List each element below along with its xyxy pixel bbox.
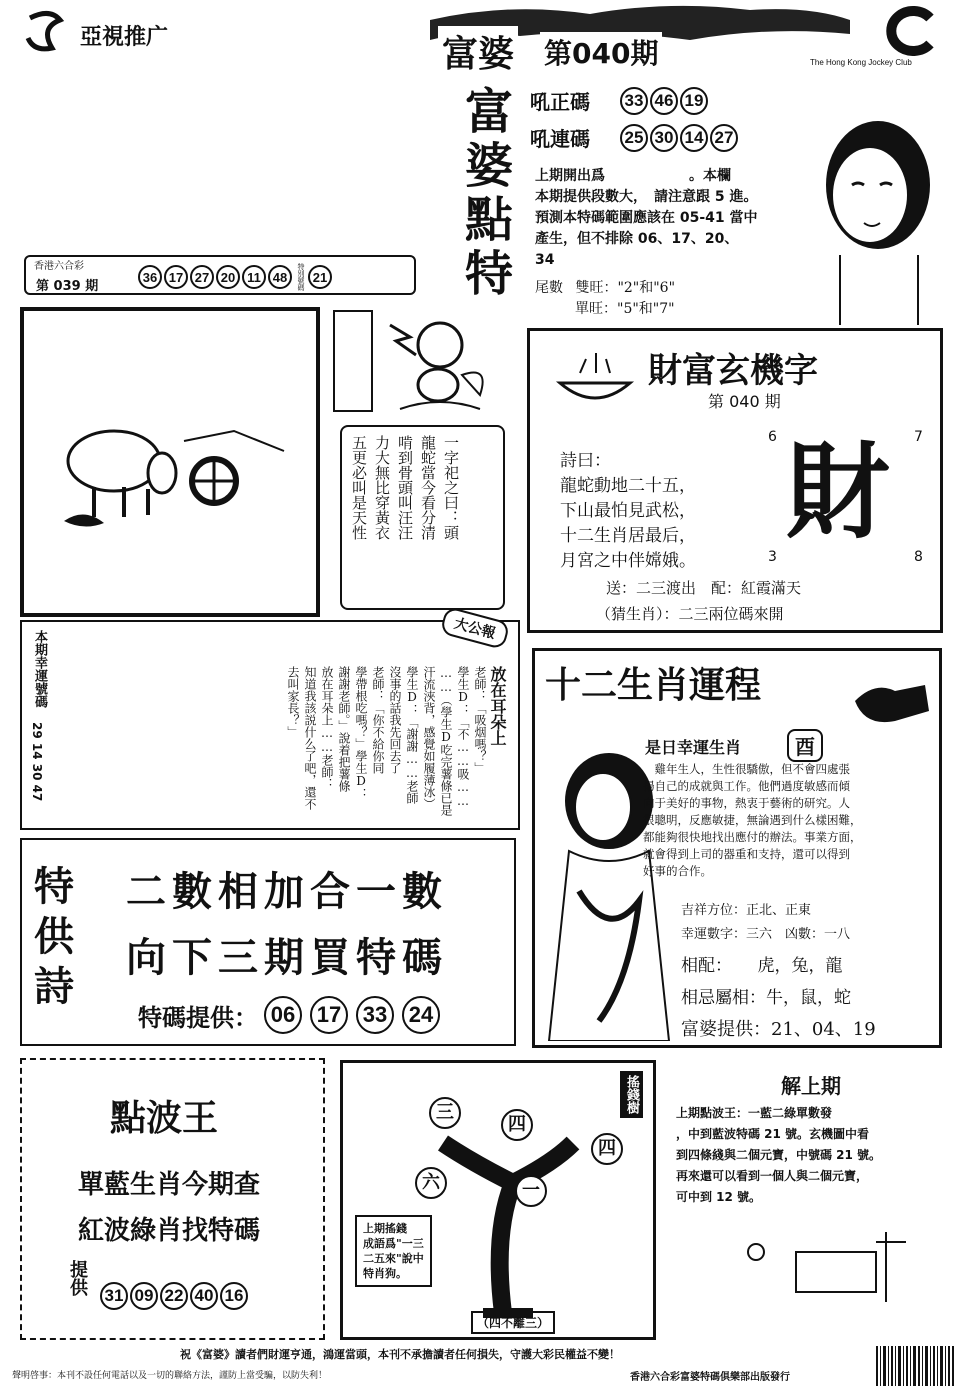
- side-title-char: 婆: [465, 138, 514, 194]
- zheng-ball: 46: [650, 87, 678, 115]
- zodiac-box: [532, 648, 942, 1048]
- lian-label: 吼連碼: [530, 127, 590, 151]
- draw-ball: 36: [138, 265, 162, 289]
- tree-note-line: 二五來"說中: [363, 1252, 424, 1265]
- joke-column: 知道我該説什么了吧，還不: [303, 666, 317, 810]
- tree-node: 三: [429, 1097, 461, 1129]
- lian-ball: 27: [710, 124, 738, 152]
- room-drawing: [676, 1212, 936, 1312]
- zheng-label: 吼正碼: [530, 90, 590, 114]
- tails-block: [535, 278, 795, 320]
- side-char: 詩: [34, 964, 74, 1010]
- treasure-bowl-icon: [550, 343, 640, 423]
- money-tree-badge: 搖錢樹: [620, 1071, 643, 1118]
- riddle-column: 力大無比穿黃衣: [373, 435, 391, 540]
- zodiac-numbers: 幸運數字：三六 凶數：一八: [681, 927, 851, 942]
- draw-ball: 20: [216, 265, 240, 289]
- poem-label: 詩曰：: [560, 451, 611, 471]
- horseshoe-logo-icon: [880, 4, 940, 56]
- special-ball: 24: [402, 996, 440, 1034]
- corner-num: 3: [768, 549, 777, 565]
- corner-num: 6: [768, 429, 777, 445]
- wave-king-box: [20, 1058, 325, 1340]
- special-provide-label: 特碼提供：: [138, 1003, 258, 1032]
- poem-line: 龍蛇動地二十五，: [560, 476, 696, 496]
- big-character: 財: [786, 431, 891, 553]
- special-line2: 向下三期買特碼: [126, 934, 448, 981]
- lucky-numbers: 29 14 30 47: [30, 722, 44, 802]
- last-review-title: 解上期: [781, 1074, 841, 1098]
- last-draw-bar: [24, 255, 416, 295]
- zodiac-avoid: 相忌屬相：牛，鼠，蛇: [681, 988, 851, 1008]
- calligraphy-mark-icon: [20, 8, 80, 54]
- wave-ball: 09: [130, 1282, 158, 1310]
- money-tree-box: [340, 1060, 656, 1340]
- zodiac-line: 向于美好的事物，熱衷于藝術的研究。人: [643, 796, 850, 810]
- last-review: [676, 1070, 946, 1330]
- lian-ball: 25: [620, 124, 648, 152]
- joke-column: ……（學生D吃完薯條已是: [439, 666, 453, 816]
- secret-word-box: [527, 328, 943, 633]
- zodiac-paragraph: [643, 761, 862, 880]
- woman-portrait-icon: [800, 75, 940, 325]
- barcode-icon: [876, 1346, 956, 1386]
- review-line: 再來還可以看到一個人與二個元寶，: [676, 1169, 869, 1183]
- tree-node: 四: [591, 1133, 623, 1165]
- special-poem-box: [20, 838, 516, 1046]
- portrait-woman: [800, 75, 940, 325]
- footer-right-note: 香港六合彩富婆特碼俱樂部出版發行: [630, 1372, 790, 1383]
- side-title-char: 富: [465, 84, 514, 140]
- secret-word-issue: 第 040 期: [708, 392, 781, 411]
- riddle-scroll: [340, 425, 505, 610]
- zodiac-provide: 富婆提供：21、04、19: [681, 1019, 876, 1040]
- review-line: 可中到 12 號。: [676, 1190, 762, 1204]
- zodiac-direction: 吉祥方位：正北、正東: [681, 903, 812, 918]
- draw-ball: 17: [164, 265, 188, 289]
- zodiac-line: 就會得到上司的器重和支持，還可以得到: [643, 847, 850, 861]
- zodiac-line: 很聰明，反應敏捷，無論遇到什么樣困難，: [643, 813, 862, 827]
- tails-label: 尾數: [535, 280, 563, 296]
- wave-king-line2: 紅波綠肖找特碼: [78, 1216, 261, 1246]
- special-label: 特別號碼: [297, 263, 305, 291]
- tree-note: [355, 1215, 432, 1287]
- riddle-title: 一字祀之曰：頭: [442, 435, 460, 540]
- corner-num: 7: [914, 429, 923, 445]
- joke-column: 汗流浹背，感覺如履薄冰）: [422, 666, 436, 810]
- joke-column: 老師：「吸烟嗎？」: [473, 666, 487, 774]
- joke-badge: 大公報: [440, 606, 511, 650]
- tails-line2: 單旺："5"和"7": [575, 301, 675, 317]
- side-char: 特: [34, 864, 74, 910]
- jockey-club-logo: [810, 4, 956, 74]
- tails-line1: 雙旺："2"和"6": [575, 280, 676, 296]
- joke-column: 沒事的話我先回去了: [388, 666, 402, 774]
- wave-king-title: 點波王: [110, 1097, 219, 1139]
- side-char: 供: [34, 914, 74, 960]
- zodiac-line: 好事的合作。: [643, 864, 712, 878]
- tree-note-line: 成語爲"一三: [363, 1237, 424, 1250]
- joke-column: 放在耳朵上……老師：: [320, 666, 334, 790]
- lucky-label: 本期幸運號碼: [32, 630, 47, 708]
- zodiac-line: 都能夠很快地找出應付的辦法。事業方面，: [643, 830, 862, 844]
- cupid-illustration: [330, 305, 500, 425]
- riddle-picture: [20, 307, 320, 617]
- tree-caption: （四不離三）: [471, 1311, 555, 1334]
- zheng-ball: 33: [620, 87, 648, 115]
- joke-box: [20, 615, 520, 830]
- page-title: 富婆: [438, 26, 518, 77]
- zodiac-match: 相配： 虎，兔，龍: [681, 956, 843, 976]
- club-name: The Hong Kong Jockey Club: [810, 58, 912, 67]
- riddle-column: 龍蛇當今看分清: [419, 435, 437, 540]
- poem-line: 月宮之中伴嫦娥。: [560, 551, 696, 571]
- tree-node: 一: [515, 1175, 547, 1207]
- tree-note-line: 特肖狗。: [363, 1267, 407, 1280]
- tree-node: 四: [501, 1109, 533, 1141]
- note-line: 產生，但不排除 06、17、20、: [535, 231, 739, 247]
- hot-codes: [530, 86, 830, 152]
- poem-line: 下山最怕見武松，: [560, 501, 696, 521]
- footer-slogan: 祝《富婆》讀者們財運亨通，鴻運當頭，本刊不承擔讀者任何損失，守護大彩民權益不變！: [180, 1348, 620, 1361]
- zodiac-title: 十二生肖運程: [545, 665, 762, 706]
- last-draw-header: 香港六合彩: [34, 261, 84, 272]
- wave-ball: 22: [160, 1282, 188, 1310]
- poem-block: [560, 449, 696, 574]
- send-line: 送：二三渡出 配：紅霞滿天: [606, 579, 802, 597]
- special-ball: 21: [308, 265, 332, 289]
- review-line: ，中到藍波特碼 21 號。玄機圖中看: [676, 1127, 870, 1141]
- note-line: 34: [535, 252, 555, 268]
- joke-column: 老師：「你不給你同: [371, 666, 385, 774]
- corner-tag: [20, 8, 220, 58]
- lucky-zodiac-animal: 酉: [787, 729, 823, 762]
- joke-column: 去叫家長？」: [286, 666, 300, 738]
- lian-ball: 14: [680, 124, 708, 152]
- wave-ball: 31: [100, 1282, 128, 1310]
- lian-ball: 30: [650, 124, 678, 152]
- poem-line: 十二生肖居最后，: [560, 526, 696, 546]
- side-title-char: 特: [465, 246, 514, 302]
- special-ball: 17: [310, 996, 348, 1034]
- footer-left-note: 聲明啓事：本刊不設任何電話以及一切的聯絡方法，謹防上當受騙，以防失利！: [12, 1371, 328, 1381]
- draw-ball: 27: [190, 265, 214, 289]
- note-line: 本期提供段數大， 請注意跟 5 進。: [535, 189, 758, 205]
- header-banner: [430, 0, 850, 75]
- fist-icon: [845, 671, 935, 741]
- guess-line: （猜生肖）：二三兩位碼來開: [596, 605, 784, 623]
- joke-column: 學生D：「謝謝……老師: [405, 666, 419, 804]
- joke-title: 放在耳朵上: [488, 666, 507, 746]
- zodiac-line: 雞年生人，生性很驕傲，但不會四處張: [643, 762, 850, 776]
- special-line1: 二數相加合一數: [126, 868, 448, 915]
- secret-word-title: 財富玄機字: [648, 351, 818, 391]
- draw-ball: 11: [242, 265, 266, 289]
- side-title: [465, 85, 525, 301]
- cupid-icon: [330, 305, 500, 425]
- wave-ball: 40: [190, 1282, 218, 1310]
- riddle-column: 啃到骨頭叫汪汪: [396, 435, 414, 540]
- review-line: 上期點波王：一藍二綠單數發: [676, 1106, 833, 1120]
- last-draw-issue: 第 039 期: [36, 279, 99, 294]
- tree-node: 六: [415, 1167, 447, 1199]
- sheep-drawing: [24, 311, 316, 613]
- note-line: 上期開出爲 。本欄: [535, 168, 731, 184]
- special-ball: 33: [356, 996, 394, 1034]
- side-title-char: 點: [465, 192, 514, 248]
- wave-ball: 16: [220, 1282, 248, 1310]
- special-ball: 06: [264, 996, 302, 1034]
- zodiac-line: 揚自己的成就與工作。他們過度敏感而傾: [643, 779, 850, 793]
- joke-column: 學生D：「不……吸……: [456, 666, 470, 808]
- review-line: 到四條綫與二個元寶，中號碼 21 號。: [676, 1148, 882, 1162]
- notes-block: [535, 166, 795, 271]
- riddle-column: 五更必叫是天性: [350, 435, 368, 540]
- corner-tag-text: 亞視推广: [80, 24, 169, 50]
- joke-column: 學帶根吃嗎？」學生D：: [354, 666, 368, 800]
- joke-column: 謝謝老師。」說着把薯條: [337, 666, 351, 792]
- draw-ball: 48: [268, 265, 292, 289]
- zheng-ball: 19: [680, 87, 708, 115]
- corner-num: 8: [914, 549, 923, 565]
- wave-king-line1: 單藍生肖今期查: [78, 1170, 261, 1200]
- wave-king-provide: 提供: [67, 1260, 88, 1296]
- issue-number: 第040期: [540, 32, 662, 72]
- note-line: 預測本特碼範圍應該在 05-41 當中: [535, 210, 758, 226]
- lucky-zodiac-label: 是日幸運生肖: [645, 738, 742, 757]
- tree-note-line: 上期搖錢: [363, 1222, 407, 1235]
